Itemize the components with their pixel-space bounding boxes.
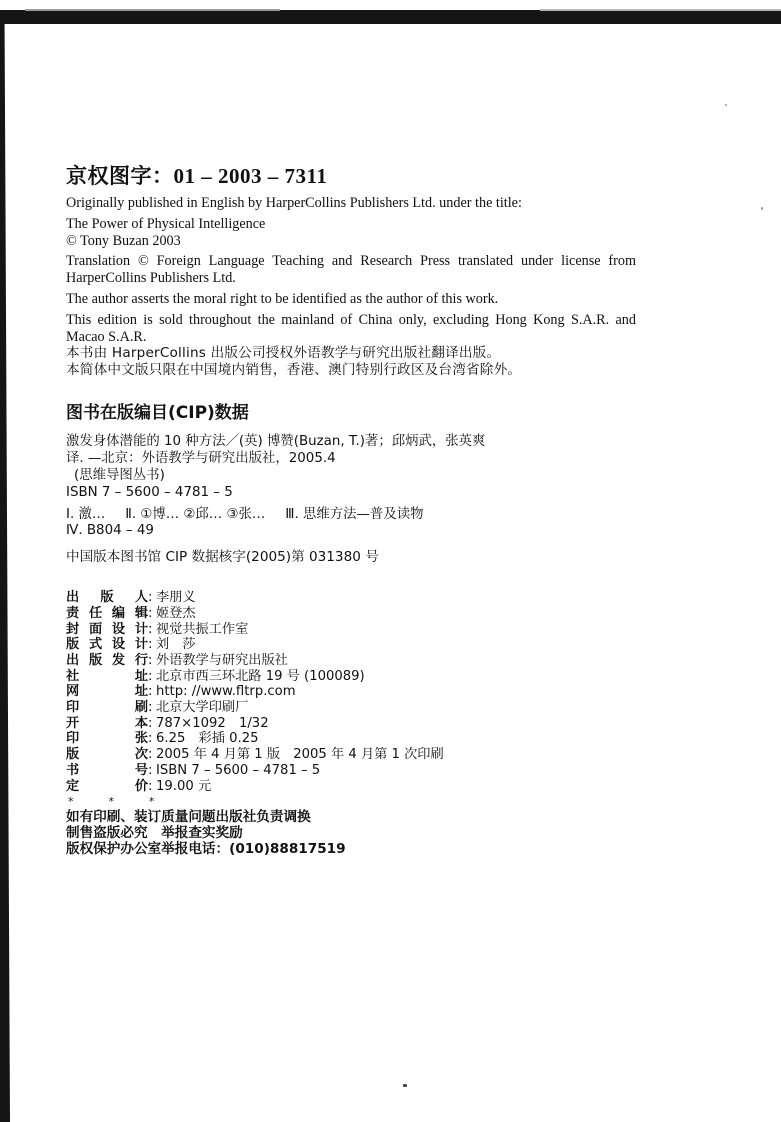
colophon-value: http: //www.fltrp.com [156,684,296,700]
colophon-value: 姬登杰 [156,605,196,621]
colophon-label-char: 责 [66,605,80,621]
cip-series: (思维导图丛书) [74,467,165,483]
colophon-label-char: 版 [100,590,114,606]
quality-notice: 如有印刷、装订质量问题出版社负责调换 [66,809,311,826]
colophon-value: 刘 莎 [156,637,196,653]
notices [66,809,636,857]
colophon-label-char: 辑 [134,605,148,621]
colophon-row [66,637,636,653]
colophon-label-char: 出 [66,590,80,606]
colophon-label-char: 书 [66,762,80,778]
colophon-colon: : [148,668,153,684]
colophon-label-char: 次 [134,747,148,763]
hotline-notice: 版权保护办公室举报电话：(010)88817519 [66,841,346,858]
colophon-value: 6.25 彩插 0.25 [156,731,259,747]
colophon-label-char: 版 [88,652,103,668]
colophon-colon: : [148,778,153,794]
scan-left-border [0,10,10,1122]
colophon-colon: : [148,590,153,606]
colophon-label-char: 人 [134,590,148,606]
colophon-label [66,747,148,763]
colophon-label [66,716,148,732]
colophon-label [66,622,148,638]
colophon-label [66,763,148,779]
cip-heading: 图书在版编目(CIP)数据 [66,403,249,424]
colophon-value: 北京市西三环北路 19 号 (100089) [156,668,365,684]
cip-approval-number: 中国版本图书馆 CIP 数据核字(2005)第 031380 号 [66,549,379,566]
colophon-label-char: 社 [66,668,80,684]
license-label: 京权图字： [66,164,174,188]
cip-entry [66,434,636,501]
piracy-notice: 制售盗版必究 举报查实奖励 [66,825,243,842]
colophon-label-char: 版 [66,747,80,763]
colophon-row [66,763,636,779]
scan-top-highlight [540,9,781,11]
colophon-colon: : [148,747,153,763]
colophon-value: 19.00 元 [156,778,212,794]
colophon-label-char: 定 [66,778,80,794]
cip-class-iv: Ⅳ. B804 – 49 [66,523,154,539]
chinese-territory-notice: 本简体中文版只限在中国境内销售，香港、澳门特别行政区及台湾省除外。 [66,362,522,379]
colophon-row [66,684,636,700]
colophon-label-char: 版 [66,637,80,653]
colophon-value: 2005 年 4 月第 1 版 2005 年 4 月第 1 次印刷 [156,747,444,763]
colophon-colon: : [148,731,153,747]
colophon-label [66,590,148,606]
cip-class-iii: Ⅲ. 思维方法—普及读物 [285,506,424,522]
colophon-colon: : [148,637,153,653]
colophon-label-char: 封 [66,621,80,637]
scan-top-border [0,10,781,24]
colophon-label-char: 本 [134,715,148,731]
colophon-label-char: 印 [66,700,80,716]
colophon-label-char: 张 [134,731,148,747]
colophon-label-char: 计 [134,637,148,653]
colophon-row [66,606,636,622]
scan-speck [761,207,763,210]
moral-right-notice: The author asserts the moral right to be identified as the author of this work. [66,290,499,307]
colophon-colon: : [148,715,153,731]
original-publication-notice: Originally published in English by HarperCollins Publishers Ltd. under the title: [66,195,522,211]
scan-top-highlight [25,9,280,11]
colophon-label-char: 设 [111,637,126,653]
colophon-value: ISBN 7 – 5600 – 4781 – 5 [156,762,321,778]
colophon-colon: : [148,621,153,637]
colophon-label-char: 址 [134,668,148,684]
colophon-row [66,700,636,716]
colophon-label-char: 计 [134,621,148,637]
colophon-value: 视觉共振工作室 [156,621,249,637]
colophon-label-char: 开 [66,715,80,731]
cip-entry-line: 译. —北京：外语教学与研究出版社，2005.4 [66,451,336,467]
colophon-label [66,653,148,669]
colophon-label-char: 刷 [134,700,148,716]
colophon-label-char: 出 [66,652,80,668]
colophon-label-char: 设 [111,621,126,637]
chinese-license-notice: 本书由 HarperCollins 出版公司授权外语教学与研究出版社翻译出版。 [66,345,501,362]
original-title: The Power of Physical Intelligence [66,215,266,232]
colophon-row [66,747,636,763]
colophon-label [66,669,148,685]
colophon-value: 787×1092 1/32 [156,715,269,731]
colophon-colon: : [148,684,153,700]
colophon-row [66,779,636,795]
colophon-label-char: 编 [111,605,126,621]
colophon-label-char: 面 [88,621,103,637]
colophon-label-char: 印 [66,731,80,747]
colophon-label-char: 网 [66,684,80,700]
colophon-label-char: 行 [134,652,148,668]
colophon-colon: : [148,700,153,716]
colophon-label [66,684,148,700]
territory-notice: This edition is sold throughout the mainland of China only, excluding Hong Kong S.A.R. and Macao S.A.R. [66,311,636,345]
colophon-label-char: 址 [134,684,148,700]
license-number: 01 – 2003 – 7311 [173,164,328,188]
colophon-row [66,669,636,685]
colophon-value: 李朋义 [156,590,196,606]
colophon-label-char: 价 [134,778,148,794]
colophon-label [66,731,148,747]
license-number-heading [66,163,636,189]
translation-copyright: Translation © Foreign Language Teaching and Research Press translated under license from HarperCollins Publishers Ltd. [66,253,636,287]
colophon-row [66,590,636,606]
cip-classification [66,507,636,541]
cip-entry-line: 激发身体潜能的 10 种方法／(英) 博赞(Buzan, T.)著；邱炳武，张英爽 [66,434,486,450]
colophon-row [66,716,636,732]
separator-stars: * * * [68,795,155,809]
colophon-label-char: 任 [88,605,103,621]
colophon-label [66,606,148,622]
colophon-label-char: 式 [88,637,103,653]
copyright-page [66,163,636,857]
colophon-value: 外语教学与研究出版社 [156,652,288,668]
scan-speck [725,104,727,106]
colophon-label-char: 发 [111,652,126,668]
scan-speck [403,1084,407,1087]
colophon-colon: : [148,762,153,778]
colophon-label [66,700,148,716]
colophon-colon: : [148,605,153,621]
colophon [66,590,636,794]
colophon-row [66,731,636,747]
cip-class-ii: Ⅱ. ①博… ②邱… ③张… [125,506,266,522]
author-copyright: © Tony Buzan 2003 [66,232,181,249]
colophon-colon: : [148,652,153,668]
colophon-row [66,622,636,638]
colophon-row [66,653,636,669]
colophon-label-char: 号 [134,762,148,778]
cip-class-i: Ⅰ. 激… [66,506,106,522]
colophon-value: 北京大学印刷厂 [156,700,249,716]
cip-isbn: ISBN 7 – 5600 – 4781 – 5 [66,484,233,500]
colophon-label [66,779,148,795]
colophon-label [66,637,148,653]
